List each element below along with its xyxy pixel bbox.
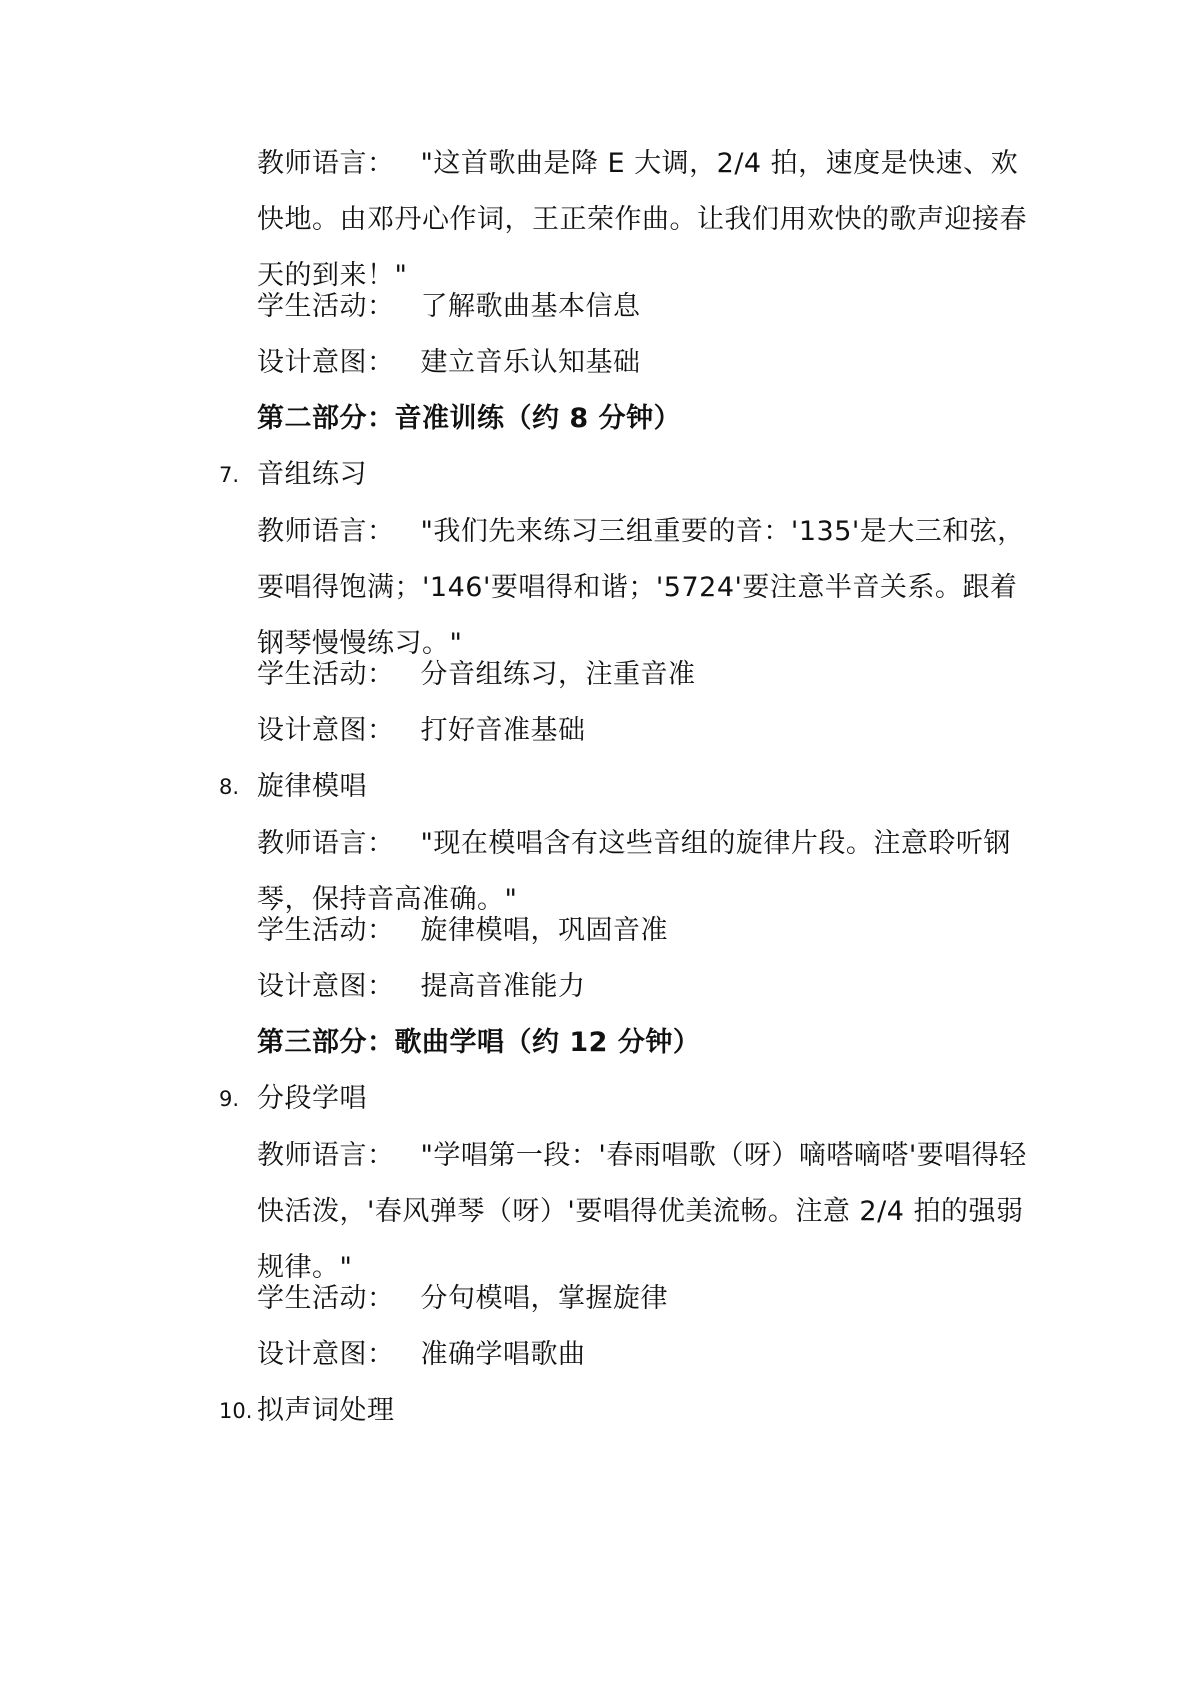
- teacher-speech-label: 教师语言：: [257, 1140, 395, 1171]
- item-title: 旋律模唱: [257, 771, 367, 802]
- design-intent-label: 设计意图：: [257, 715, 395, 746]
- student-activity-row: [257, 655, 696, 695]
- student-activity-row: [257, 911, 668, 951]
- item-number: 8.: [219, 775, 240, 799]
- section-heading: 第二部分：音准训练（约 8 分钟）: [257, 403, 682, 434]
- student-activity-label: 学生活动：: [257, 659, 395, 690]
- teacher-speech-label: 教师语言：: [257, 516, 395, 547]
- student-activity-text: 旋律模唱，巩固音准: [420, 915, 668, 946]
- design-intent-row: [257, 711, 586, 751]
- teacher-speech-paragraph: [257, 1128, 1027, 1296]
- section-heading: 第三部分：歌曲学唱（约 12 分钟）: [257, 1027, 701, 1058]
- design-intent-text: 准确学唱歌曲: [420, 1339, 586, 1370]
- teacher-speech-paragraph: [257, 504, 1027, 672]
- design-intent-label: 设计意图：: [257, 971, 395, 1002]
- item-number: 9.: [219, 1087, 240, 1111]
- item-number: 10.: [219, 1399, 253, 1423]
- design-intent-label: 设计意图：: [257, 347, 395, 378]
- student-activity-label: 学生活动：: [257, 915, 395, 946]
- design-intent-text: 打好音准基础: [420, 715, 586, 746]
- student-activity-text: 了解歌曲基本信息: [420, 291, 641, 322]
- student-activity-text: 分句模唱，掌握旋律: [420, 1283, 668, 1314]
- teacher-speech-text: "这首歌曲是降 E 大调，2/4 拍，速度是快速、欢快地。由邓丹心作词，王正荣作曲。让我们用欢快的歌声迎接春天的到来！": [257, 148, 1027, 291]
- teacher-speech-text: "我们先来练习三组重要的音：'135'是大三和弦，要唱得饱满；'146'要唱得和谐；'5724'要注意半音关系。跟着钢琴慢慢练习。": [257, 516, 1025, 659]
- design-intent-row: [257, 343, 641, 383]
- teacher-speech-label: 教师语言：: [257, 828, 395, 859]
- teacher-speech-label: 教师语言：: [257, 148, 395, 179]
- item-title: 拟声词处理: [257, 1395, 395, 1426]
- item-title: 分段学唱: [257, 1083, 367, 1114]
- design-intent-row: [257, 967, 586, 1007]
- teacher-speech-text: "学唱第一段：'春雨唱歌（呀）嘀嗒嘀嗒'要唱得轻快活泼，'春风弹琴（呀）'要唱得优美流畅。注意 2/4 拍的强弱规律。": [257, 1140, 1027, 1283]
- design-intent-label: 设计意图：: [257, 1339, 395, 1370]
- design-intent-text: 提高音准能力: [420, 971, 586, 1002]
- teacher-speech-text: "现在模唱含有这些音组的旋律片段。注意聆听钢琴，保持音高准确。": [257, 828, 1011, 915]
- student-activity-label: 学生活动：: [257, 291, 395, 322]
- item-title: 音组练习: [257, 459, 367, 490]
- teacher-speech-paragraph: [257, 136, 1027, 304]
- student-activity-row: [257, 1279, 668, 1319]
- design-intent-text: 建立音乐认知基础: [420, 347, 641, 378]
- design-intent-row: [257, 1335, 586, 1375]
- item-number: 7.: [219, 463, 240, 487]
- student-activity-text: 分音组练习，注重音准: [420, 659, 696, 690]
- student-activity-row: [257, 287, 641, 327]
- student-activity-label: 学生活动：: [257, 1283, 395, 1314]
